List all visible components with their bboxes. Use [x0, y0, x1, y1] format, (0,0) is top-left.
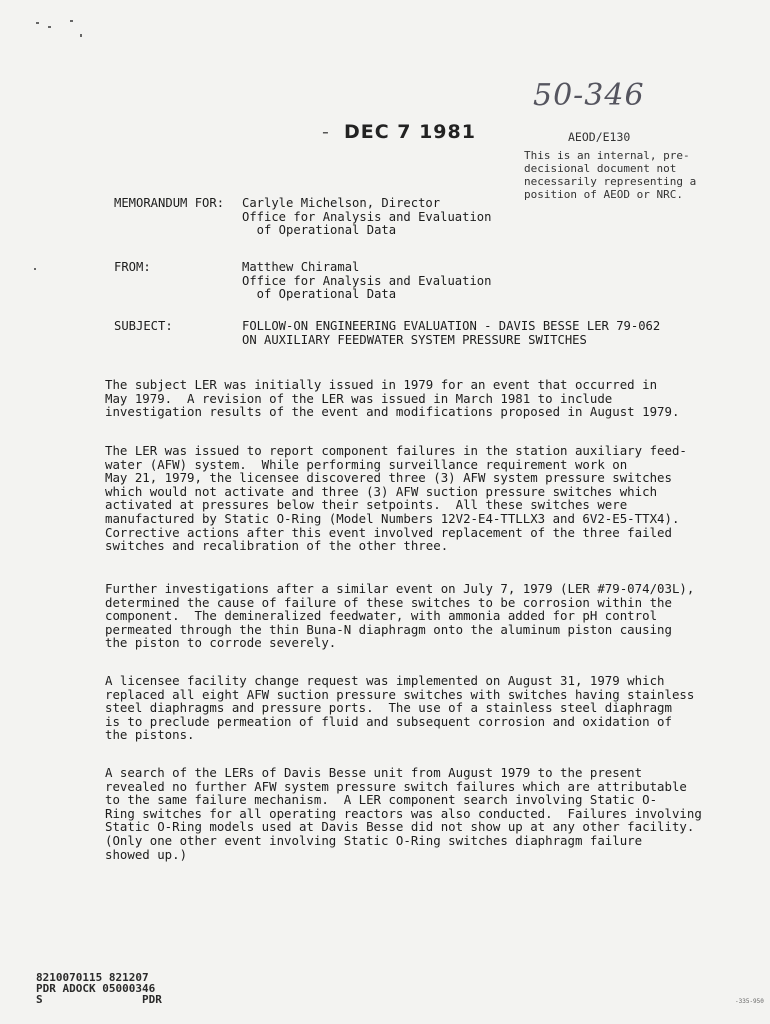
scan-speck — [36, 22, 39, 24]
scan-speck — [80, 34, 82, 37]
memo-for-recipient: Carlyle Michelson, Director Office for Analysis and Evaluation of Operational Data — [242, 196, 492, 238]
subject-text: FOLLOW-ON ENGINEERING EVALUATION - DAVIS BESSE LER 79-062 ON AUXILIARY FEEDWATER SYSTEM PRESSURE SWITCHES — [242, 319, 661, 347]
subject-label: SUBJECT: — [114, 319, 173, 333]
from-label: FROM: — [114, 260, 151, 274]
internal-notice: This is an internal, pre- decisional document not necessarily representing a position of AEOD or NRC. — [524, 149, 697, 201]
memo-for-label: MEMORANDUM FOR: — [114, 196, 225, 210]
paragraph-4: A licensee facility change request was implemented on August 31, 1979 which replaced all eight AFW suction pressure switches with switches having stainless steel diaphragms and pressure ports. The use of a stainless steel diaphragm is to preclude permeation of fluid and subsequent corrosion and oxidation of the pistons. — [105, 673, 695, 743]
scan-speck — [48, 26, 51, 28]
paragraph-1: The subject LER was initially issued in 1979 for an event that occurred in May 1979. A revision of the LER was issued in March 1981 to include investigation results of the event and modifications proposed in August 1979. — [105, 377, 680, 420]
handwritten-docket-number: 50-346 — [533, 78, 645, 113]
paragraph-5: A search of the LERs of Davis Besse unit from August 1979 to the present revealed no further AFW system pressure switch failures which are attributable to the same failure mechanism. A LER component search involving Static O- Ring switches for all operating reactors was also conducted. Failures involving Static O-Ring models used at Davis Besse did not show up at any other facility. (Only one other event involving Static O-Ring switches diaphragm failure showed up.) — [105, 765, 702, 862]
scan-speck — [34, 268, 36, 270]
footer-code: -335-950 — [735, 998, 764, 1005]
date-stamp: - DEC 7 1981 — [322, 121, 476, 143]
accession-block: 8210070115 821207 PDR ADOCK 05000346 S PDR — [36, 971, 162, 1006]
from-sender: Matthew Chiramal Office for Analysis and Evaluation of Operational Data — [242, 260, 492, 302]
office-code: AEOD/E130 — [568, 130, 631, 144]
scan-speck — [70, 20, 73, 22]
paragraph-2: The LER was issued to report component failures in the station auxiliary feed- water (AFW) system. While performing surveillance requirement work on May 21, 1979, the licensee discovered three (3) AFW system pressure switches which would not activate and three (3) AFW suction pressure switches which activated at pressures below their setpoints. All these switches were manufactured by Static O-Ring (Model Numbers 12V2-E4-TTLLX3 and 6V2-E5-TTX4). Corrective actions after this event involved replacement of the three failed switches and recalibration of the other three. — [105, 443, 687, 554]
paragraph-3: Further investigations after a similar event on July 7, 1979 (LER #79-074/03L), determined the cause of failure of these switches to be corrosion within the component. The demineralized feedwater, with ammonia added for pH control permeated through the thin Buna-N diaphragm onto the aluminum piston causing the piston to corrode severely. — [105, 581, 695, 651]
